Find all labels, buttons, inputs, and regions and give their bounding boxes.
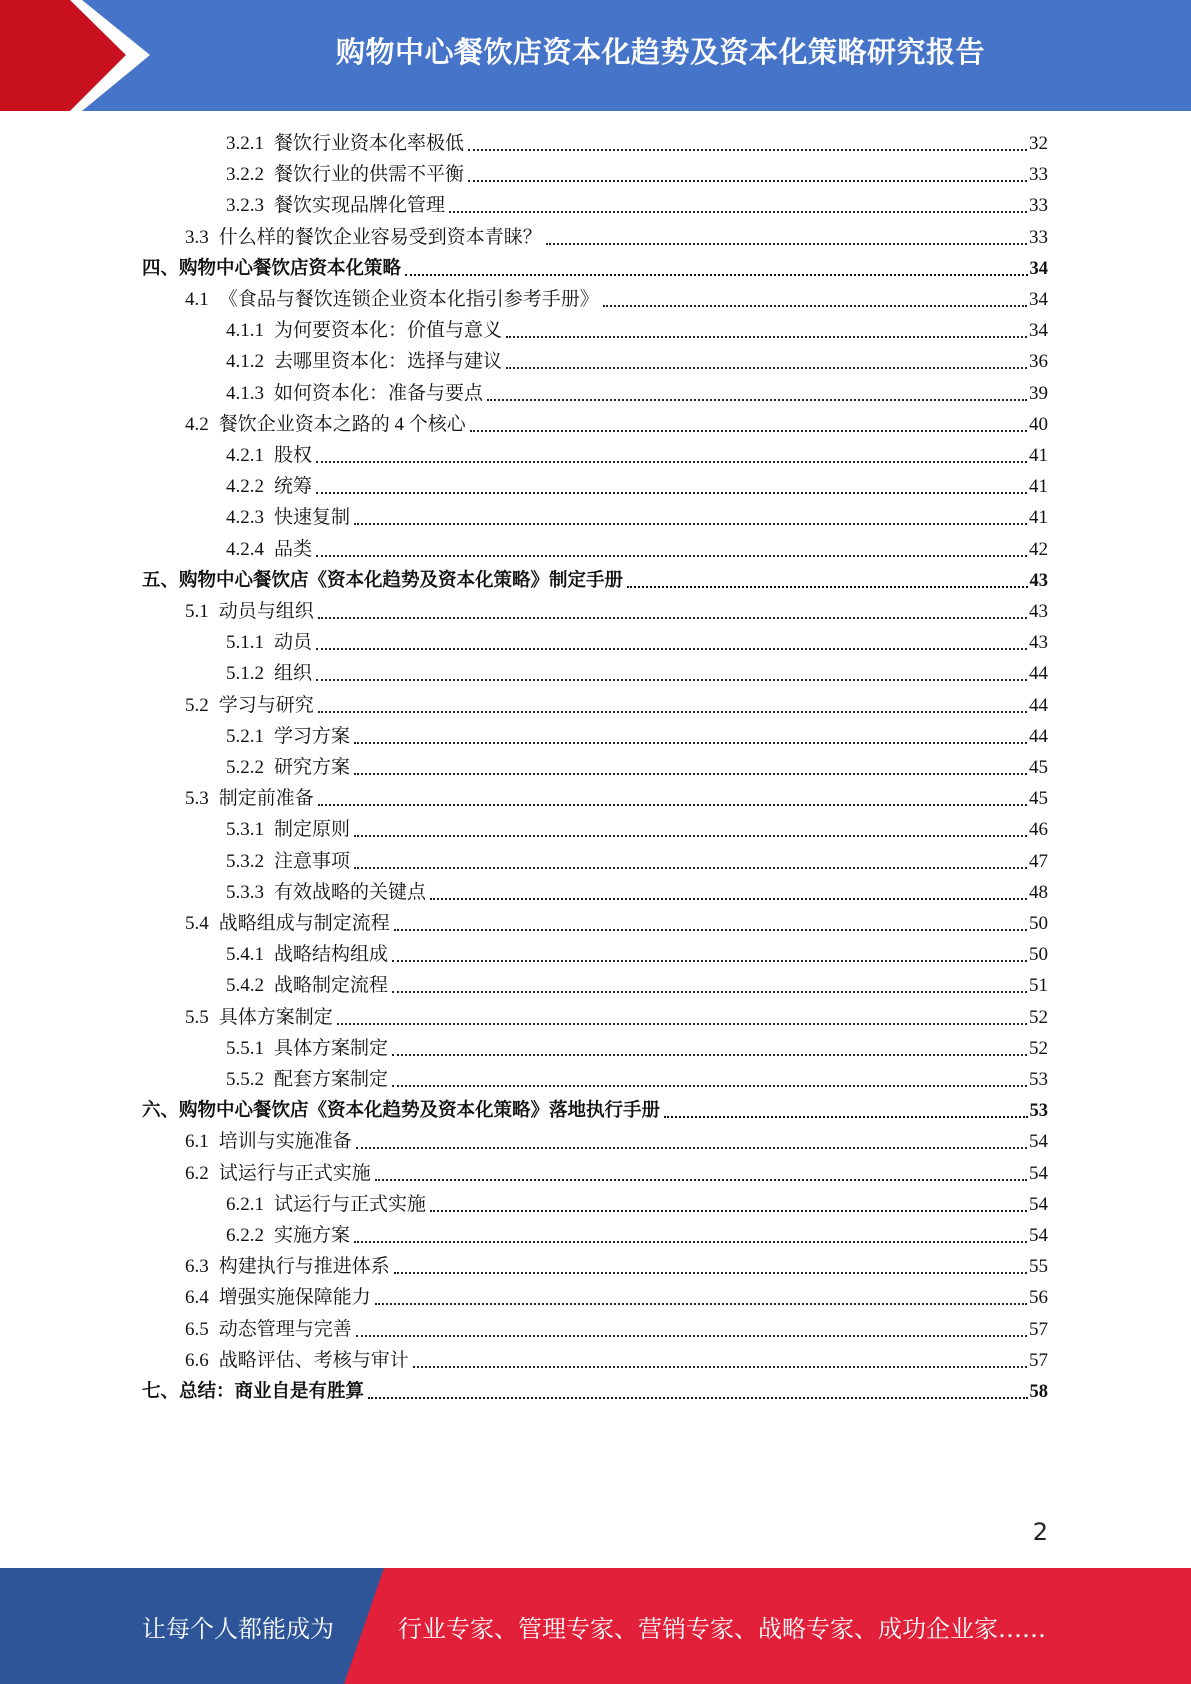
toc-entry-number: 3.2.3 <box>226 195 264 217</box>
toc-entry-number: 5.1.1 <box>226 632 264 654</box>
toc-entry[interactable] <box>185 284 1048 315</box>
toc-entry-page: 41 <box>1029 476 1048 498</box>
toc-entry-page: 40 <box>1029 413 1048 435</box>
toc-entry-title: 培训与实施准备 <box>218 1131 352 1153</box>
toc-entry[interactable] <box>226 814 1048 845</box>
toc-entry-page: 58 <box>1029 1382 1048 1402</box>
toc-dot-leader <box>354 866 1027 869</box>
toc-entry-title: 动员 <box>274 632 313 654</box>
toc-entry-title: 战略制定流程 <box>274 975 389 997</box>
toc-entry-title: 为何要资本化：价值与意义 <box>274 320 503 342</box>
toc-entry-page: 43 <box>1029 632 1048 654</box>
toc-entry-title: 餐饮行业的供需不平衡 <box>274 164 465 186</box>
toc-entry-page: 45 <box>1029 757 1048 778</box>
toc-entry-title: 餐饮企业资本之路的 4 个核心 <box>218 413 466 435</box>
toc-dot-leader <box>392 1053 1027 1056</box>
toc-entry-number: 5.3.2 <box>226 850 264 872</box>
toc-entry-page: 43 <box>1029 601 1048 622</box>
toc-entry-page: 33 <box>1029 164 1048 186</box>
toc-entry[interactable] <box>226 534 1048 565</box>
toc-entry-number: 6.3 <box>185 1256 209 1278</box>
page-number: 2 <box>1032 1518 1048 1546</box>
toc-dot-leader <box>430 1209 1027 1212</box>
toc-entry-number: 3.2.2 <box>226 164 264 186</box>
toc-entry[interactable] <box>185 1345 1048 1376</box>
toc-dot-leader <box>449 210 1027 213</box>
toc-dot-leader <box>337 1022 1027 1025</box>
toc-entry-page: 39 <box>1029 382 1048 404</box>
toc-entry-number: 5.3.3 <box>226 881 264 903</box>
toc-entry-page: 56 <box>1029 1287 1048 1309</box>
toc-entry-page: 34 <box>1029 320 1048 342</box>
toc-dot-leader <box>356 1146 1027 1149</box>
toc-entry-title: 去哪里资本化：选择与建议 <box>274 351 503 373</box>
toc-entry-number: 6.1 <box>185 1131 209 1153</box>
toc-entry-number: 5.3 <box>185 788 209 810</box>
toc-entry-number: 3.3 <box>185 226 209 248</box>
toc-dot-leader <box>430 897 1027 900</box>
toc-entry-title: 试运行与正式实施 <box>274 1193 427 1215</box>
toc-entry[interactable] <box>226 378 1048 409</box>
toc-entry-number: 5.1 <box>185 601 209 622</box>
toc-entry-title: 战略评估、考核与审计 <box>218 1349 409 1371</box>
toc-entry-number: 6.2.2 <box>226 1225 264 1246</box>
toc-entry[interactable] <box>226 128 1048 159</box>
toc-entry-number: 3.2.1 <box>226 133 264 154</box>
toc-entry-page: 55 <box>1029 1256 1048 1278</box>
toc-entry-number: 6.6 <box>185 1349 209 1371</box>
toc-entry-number: 4.2.2 <box>226 476 264 498</box>
toc-entry-title: 战略结构组成 <box>274 944 389 966</box>
toc-entry[interactable] <box>226 1220 1048 1251</box>
toc-entry-page: 52 <box>1029 1037 1048 1059</box>
toc-entry-title: 学习方案 <box>274 725 351 747</box>
toc-dot-leader <box>546 242 1027 245</box>
toc-entry-page: 44 <box>1029 725 1048 747</box>
toc-entry[interactable] <box>142 253 1048 284</box>
toc-entry[interactable] <box>226 440 1048 471</box>
toc-entry[interactable] <box>226 190 1048 221</box>
toc-entry[interactable] <box>185 908 1048 939</box>
toc-entry-number: 4.2.1 <box>226 445 264 466</box>
toc-entry-number: 6.4 <box>185 1287 209 1309</box>
toc-entry-number: 4.2.4 <box>226 538 264 560</box>
toc-entry-number: 4.1.1 <box>226 320 264 342</box>
toc-entry-page: 57 <box>1029 1349 1048 1371</box>
toc-entry-page: 54 <box>1029 1225 1048 1246</box>
toc-entry-title: 配套方案制定 <box>274 1069 389 1090</box>
toc-entry-title: 组织 <box>274 663 313 685</box>
toc-entry-title: 学习与研究 <box>218 694 314 716</box>
toc-entry-title: 餐饮实现品牌化管理 <box>274 195 446 217</box>
footer-slogan-right: 行业专家、管理专家、营销专家、战略专家、成功企业家…… <box>398 1614 1046 1643</box>
toc-entry-page: 52 <box>1029 1006 1048 1028</box>
toc-entry-number: 5.5.2 <box>226 1069 264 1090</box>
header-banner <box>0 0 1191 111</box>
toc-entry[interactable] <box>142 1376 1048 1407</box>
toc-entry-number: 5.4 <box>185 913 209 934</box>
toc-dot-leader <box>318 710 1027 713</box>
toc-entry-number: 4.2 <box>185 413 209 435</box>
toc-dot-leader <box>316 460 1027 463</box>
toc-entry-number: 5.4.1 <box>226 944 264 966</box>
toc-dot-leader <box>318 803 1027 806</box>
toc-entry-page: 48 <box>1029 881 1048 903</box>
toc-entry-page: 34 <box>1029 289 1048 310</box>
toc-entry[interactable] <box>226 721 1048 752</box>
toc-entry-page: 54 <box>1029 1131 1048 1153</box>
toc-dot-leader <box>392 959 1027 962</box>
toc-dot-leader <box>354 1240 1027 1243</box>
toc-dot-leader <box>354 522 1027 525</box>
toc-entry[interactable] <box>185 596 1048 627</box>
toc-dot-leader <box>413 1365 1027 1368</box>
toc-entry[interactable] <box>185 1251 1048 1282</box>
toc-dot-leader <box>375 1302 1027 1305</box>
toc-entry-number: 4.1.2 <box>226 351 264 373</box>
toc-entry[interactable] <box>226 315 1048 346</box>
toc-entry-title: 股权 <box>274 445 313 466</box>
toc-entry-title: 七、总结：商业自是有胜算 <box>142 1381 365 1402</box>
toc-entry-title: 试运行与正式实施 <box>218 1162 371 1184</box>
toc-entry-title: 快速复制 <box>274 507 351 529</box>
toc-entry-title: 什么样的餐饮企业容易受到资本青睐？ <box>218 226 542 248</box>
toc-dot-leader <box>368 1396 1027 1399</box>
toc-entry-page: 43 <box>1029 570 1048 591</box>
toc-entry-page: 41 <box>1029 507 1048 529</box>
toc-entry-title: 研究方案 <box>274 757 351 778</box>
toc-dot-leader <box>468 148 1027 151</box>
toc-entry[interactable] <box>142 565 1048 596</box>
toc-entry-number: 5.5 <box>185 1006 209 1028</box>
toc-entry[interactable] <box>226 627 1048 658</box>
toc-dot-leader <box>316 678 1027 681</box>
toc-entry[interactable] <box>185 1314 1048 1345</box>
toc-entry[interactable] <box>185 1158 1048 1189</box>
toc-entry[interactable] <box>226 939 1048 970</box>
toc-dot-leader <box>487 398 1027 401</box>
toc-entry-page: 54 <box>1029 1162 1048 1184</box>
toc-entry-title: 动态管理与完善 <box>218 1318 352 1340</box>
toc-entry[interactable] <box>226 159 1048 190</box>
toc-entry-number: 5.2 <box>185 694 209 716</box>
toc-entry-number: 5.2.1 <box>226 725 264 747</box>
page-title: 购物中心餐饮店资本化趋势及资本化策略研究报告 <box>335 34 985 69</box>
toc-entry[interactable] <box>226 877 1048 908</box>
toc-entry[interactable] <box>185 1282 1048 1313</box>
toc-entry-title: 品类 <box>274 538 313 560</box>
toc-entry-number: 5.1.2 <box>226 663 264 685</box>
toc-entry[interactable] <box>185 1126 1048 1157</box>
toc-dot-leader <box>506 335 1027 338</box>
toc-entry-title: 具体方案制定 <box>218 1006 333 1028</box>
toc-dot-leader <box>354 834 1027 837</box>
toc-entry-title: 统筹 <box>274 476 313 498</box>
toc-entry-title: 具体方案制定 <box>274 1037 389 1059</box>
toc-entry-number: 4.1 <box>185 289 209 310</box>
toc-entry-page: 47 <box>1029 850 1048 872</box>
toc-entry[interactable] <box>226 471 1048 502</box>
toc-entry-title: 六、购物中心餐饮店《资本化趋势及资本化策略》落地执行手册 <box>142 1100 661 1122</box>
toc-entry-title: 实施方案 <box>274 1225 351 1246</box>
toc-entry[interactable] <box>226 752 1048 783</box>
toc-entry-page: 54 <box>1029 1193 1048 1215</box>
toc-dot-leader <box>392 1084 1027 1087</box>
toc-entry-title: 注意事项 <box>274 850 351 872</box>
toc-entry[interactable] <box>185 1002 1048 1033</box>
toc-entry-title: 构建执行与推进体系 <box>218 1256 390 1278</box>
toc-entry[interactable] <box>142 1095 1048 1126</box>
toc-entry[interactable] <box>226 658 1048 689</box>
toc-dot-leader <box>316 647 1027 650</box>
toc-entry-page: 44 <box>1029 694 1048 716</box>
toc-dot-leader <box>394 928 1027 931</box>
toc-entry-page: 36 <box>1029 351 1048 373</box>
toc-entry-page: 53 <box>1029 1101 1048 1122</box>
toc-entry[interactable] <box>226 846 1048 877</box>
toc-dot-leader <box>470 429 1027 432</box>
toc-dot-leader <box>603 304 1027 307</box>
header-arrow-shape <box>0 0 160 111</box>
toc-entry-page: 33 <box>1029 226 1048 248</box>
toc-entry[interactable] <box>226 1033 1048 1064</box>
toc-entry-title: 战略组成与制定流程 <box>218 913 390 934</box>
toc-entry-number: 4.2.3 <box>226 507 264 529</box>
toc-entry-title: 餐饮行业资本化率极低 <box>274 133 465 154</box>
toc-entry-page: 50 <box>1029 944 1048 966</box>
toc-entry-number: 5.2.2 <box>226 757 264 778</box>
toc-entry-number: 4.1.3 <box>226 382 264 404</box>
toc-entry-page: 32 <box>1029 133 1048 154</box>
toc-entry-title: 如何资本化：准备与要点 <box>274 382 484 404</box>
toc-entry-title: 制定原则 <box>274 819 351 841</box>
toc-entry-title: 制定前准备 <box>218 788 314 810</box>
toc-dot-leader <box>394 1271 1027 1274</box>
footer-banner <box>0 1568 1191 1684</box>
toc-dot-leader <box>354 741 1027 744</box>
toc-entry-page: 41 <box>1029 445 1048 466</box>
toc-entry[interactable] <box>185 690 1048 721</box>
toc-dot-leader <box>316 491 1027 494</box>
toc-entry-number: 5.4.2 <box>226 975 264 997</box>
toc-entry[interactable] <box>226 502 1048 533</box>
toc-entry-number: 6.2.1 <box>226 1193 264 1215</box>
toc-entry-page: 57 <box>1029 1318 1048 1340</box>
toc-entry-number: 5.5.1 <box>226 1037 264 1059</box>
toc-dot-leader <box>356 1334 1027 1337</box>
toc-entry[interactable] <box>226 346 1048 377</box>
toc-entry[interactable] <box>185 409 1048 440</box>
toc-entry[interactable] <box>185 783 1048 814</box>
toc-entry[interactable] <box>185 222 1048 253</box>
toc-dot-leader <box>405 273 1027 276</box>
toc-entry-title: 增强实施保障能力 <box>218 1287 371 1309</box>
toc-entry[interactable] <box>226 970 1048 1001</box>
toc-entry-title: 五、购物中心餐饮店《资本化趋势及资本化策略》制定手册 <box>142 569 624 591</box>
toc-dot-leader <box>468 179 1027 182</box>
toc-entry-number: 5.3.1 <box>226 819 264 841</box>
toc-entry[interactable] <box>226 1189 1048 1220</box>
toc-entry-number: 6.2 <box>185 1162 209 1184</box>
toc-entry-title: 《食品与餐饮连锁企业资本化指引参考手册》 <box>218 289 599 310</box>
toc-entry-title: 四、购物中心餐饮店资本化策略 <box>142 257 402 279</box>
toc-entry-title: 有效战略的关键点 <box>274 881 427 903</box>
toc-entry-page: 34 <box>1029 258 1048 279</box>
toc-dot-leader <box>392 990 1027 993</box>
toc-dot-leader <box>506 366 1027 369</box>
toc-dot-leader <box>627 585 1027 588</box>
toc-entry-page: 42 <box>1029 538 1048 560</box>
toc-entry-page: 45 <box>1029 788 1048 810</box>
toc-dot-leader <box>375 1178 1027 1181</box>
toc-dot-leader <box>318 616 1027 619</box>
toc-dot-leader <box>316 554 1027 557</box>
toc-entry-page: 50 <box>1029 913 1048 934</box>
footer-slogan-left: 让每个人都能成为 <box>142 1614 334 1643</box>
toc-entry-page: 33 <box>1029 195 1048 217</box>
toc-entry[interactable] <box>226 1064 1048 1095</box>
toc-entry-number: 6.5 <box>185 1318 209 1340</box>
toc-dot-leader <box>354 772 1027 775</box>
toc-entry-title: 动员与组织 <box>218 601 314 622</box>
toc-entry-page: 44 <box>1029 663 1048 685</box>
toc-entry-page: 53 <box>1029 1069 1048 1090</box>
toc-dot-leader <box>664 1115 1027 1118</box>
toc-entry-page: 51 <box>1029 975 1048 997</box>
toc-entry-page: 46 <box>1029 819 1048 841</box>
